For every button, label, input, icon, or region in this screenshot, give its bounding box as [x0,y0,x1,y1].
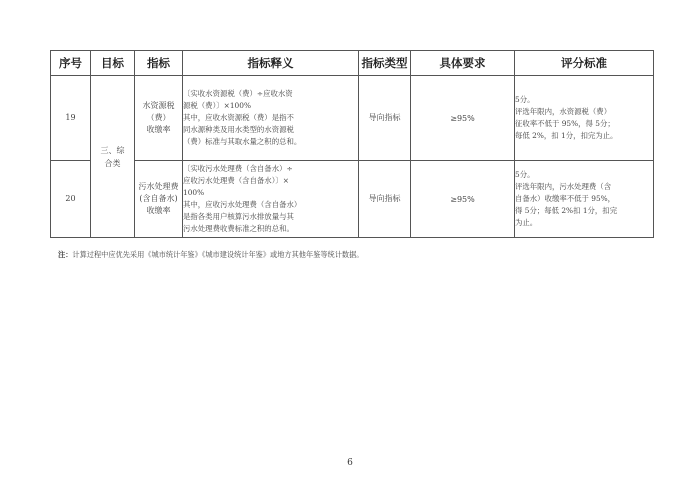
header-cell-scoring: 评分标准 [515,51,654,76]
scoring-cell [515,76,654,161]
scoring-line: 5分。 [515,95,535,104]
header-cell-indicator: 指标 [135,51,183,76]
definition-cell [183,161,359,238]
definition-line: 100% [183,188,205,197]
header-cell-requirement: 具体要求 [411,51,515,76]
footnote-text: 计算过程中应优先采用《城市统计年鉴》《城市建设统计年鉴》或地方其他年鉴等统计数据。 [72,250,364,259]
goal-cell [91,76,135,238]
indicator-line: (含自备水) [139,194,178,203]
scoring-line: 每低 2%，扣 1分，扣完为止。 [515,131,618,140]
type-cell: 导向指标 [359,76,411,161]
indicator-line: 污水处理费 [138,182,179,191]
indicator-cell [135,76,183,161]
header-cell-type: 指标类型 [359,51,411,76]
definition-line: 应收污水处理费（含自备水）〕× [183,176,289,185]
footnote-label: 注： [58,250,73,259]
goal-label: 三、综合类 [100,145,125,168]
scoring-line: 征收率不低于 95%，得 5分； [515,119,615,128]
definition-line: 同水源种类及用水类型的水资源税 [183,125,294,134]
definition-line: 是指各类用户核算污水排放量与其 [183,212,294,221]
scoring-line: 为止。 [515,218,538,227]
indicator-table [50,50,654,238]
indicator-line: 收缴率 [146,206,171,215]
definition-line: 污水处理费收费标准之积的总和。 [183,224,294,233]
row-number: 20 [51,161,91,238]
definition-line: 源税（费）〕×100% [183,101,251,110]
indicator-line: 水资源税 [142,101,175,110]
scoring-line: 5分。 [515,170,535,179]
scoring-cell [515,161,654,238]
table-row [51,161,654,238]
requirement-cell: ≥95% [411,76,515,161]
indicator-cell [135,161,183,238]
row-number: 19 [51,76,91,161]
definition-line: 其中，应收污水处理费（含自备水） [183,200,302,209]
definition-line: 〔实收污水处理费（含自备水）÷ [183,164,293,173]
header-cell-no: 序号 [51,51,91,76]
scoring-line: 评选年限内，水资源税（费） [515,107,612,116]
requirement-cell: ≥95% [411,161,515,238]
indicator-line: （费） [146,113,171,122]
definition-line: 〔实收水资源税（费）÷应收水资 [183,89,293,98]
footnote [58,250,363,260]
definition-line: （费）标准与其取水量之积的总和。 [183,137,302,146]
type-cell: 导向指标 [359,161,411,238]
definition-line: 其中，应收水资源税（费）是指不 [183,113,294,122]
scoring-line: 评选年限内，污水处理费（含 [515,182,612,191]
indicator-line: 收缴率 [146,125,171,134]
header-cell-goal: 目标 [91,51,135,76]
table-header-row [51,51,654,76]
page-number: 6 [347,458,353,468]
scoring-line: 得 5分；每低 2%扣 1分，扣完 [515,206,618,215]
header-cell-definition: 指标释义 [183,51,359,76]
scoring-line: 自备水）收缴率不低于 95%， [515,194,616,203]
definition-cell [183,76,359,161]
table-row [51,76,654,161]
